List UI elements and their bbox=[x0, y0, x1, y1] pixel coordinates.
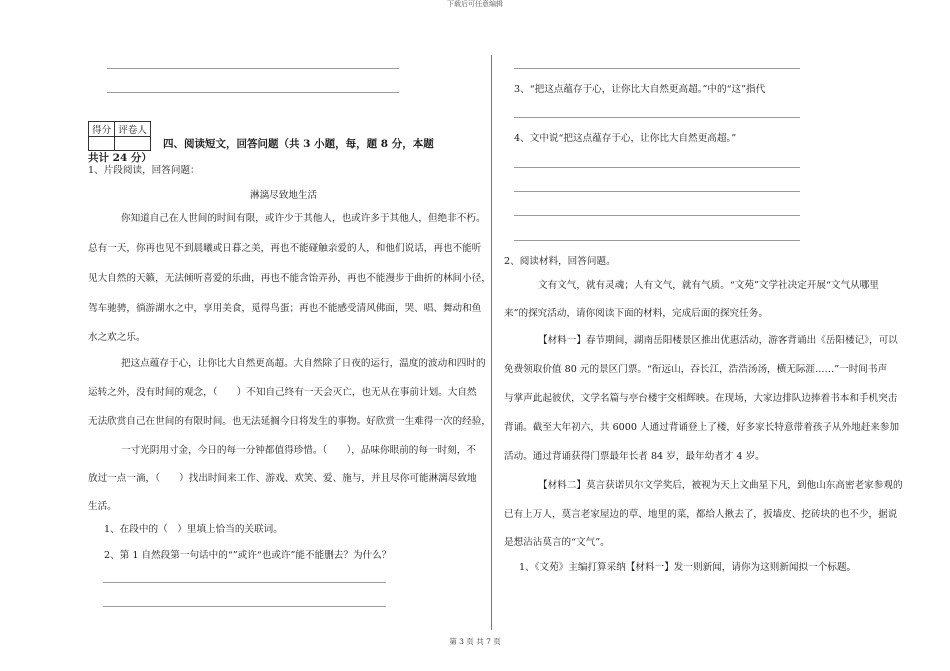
answer-line bbox=[514, 117, 800, 118]
passage-line: 一寸光阴用寸金，今日的每一分钟都值得珍惜。（ ），品味你眼前的每一时刻，不 bbox=[121, 445, 476, 456]
question-4: 4、文中说“把这点蕴存于心，让你比大自然更高超。” bbox=[514, 133, 737, 144]
score-cell[interactable] bbox=[89, 137, 115, 151]
section-title: 四、阅读短文，回答问题（共 3 小题，每，题 8 分，本题 bbox=[163, 138, 434, 150]
passage-line: 放过一点一滴，（ ）找出时间来工作、游戏、欢笑、爱、施与，并且尽你可能淋漓尽致地 bbox=[88, 473, 477, 484]
material-line: 文有文气，就有灵魂；人有文气，就有气质。“文苑”文学社决定开展“文气从哪里 bbox=[538, 280, 879, 291]
passage-line: 把这点蕴存于心，让你比大自然更高超。大自然除了日夜的运行，温度的波动和四时的 bbox=[121, 358, 486, 369]
material-line: 活动。通过背诵获得门票最年长者 84 岁，最年幼者才 4 岁。 bbox=[504, 451, 765, 462]
material-line: 【材料二】莫言获诺贝尔文学奖后，被视为天上文曲星下凡，到他山东高密老家参观的 bbox=[538, 480, 903, 491]
material-line: 已有上万人，莫言老家屋边的草、地里的菜，都给人揪去了，扳墙皮、挖砖块的也不少，据说 bbox=[504, 509, 898, 520]
passage-line: 总有一天，你再也见不到晨曦或日暮之美，再也不能碰触亲爱的人，和他们说话，再也不能听 bbox=[88, 243, 482, 254]
score-label: 得分 bbox=[89, 122, 115, 137]
question-3: 3、“把这点蕴存于心，让你比大自然更高超。”中的“这”指代 bbox=[514, 84, 766, 95]
score-table bbox=[88, 121, 151, 151]
answer-line bbox=[107, 92, 399, 93]
grader-label: 评卷人 bbox=[115, 122, 151, 137]
question-2-intro: 2、阅读材料，回答问题。 bbox=[504, 256, 616, 267]
answer-line bbox=[514, 215, 800, 216]
material-line: 与掌声此起彼伏，文学名篇与亭台楼宇交相辉映。在现场，大家边排队边捧着书本和手机突击 bbox=[504, 393, 898, 404]
material-line: 是想沾沾莫言的“文气”。 bbox=[504, 537, 610, 548]
passage-title: 淋漓尽致地生活 bbox=[250, 190, 318, 201]
answer-line bbox=[107, 68, 399, 69]
grader-cell[interactable] bbox=[115, 137, 151, 151]
task-1: 1、《文苑》主编打算采纳【材料一】发一则新闻，请你为这则新闻拟一个标题。 bbox=[519, 562, 857, 573]
answer-line bbox=[514, 167, 800, 168]
answer-line bbox=[514, 68, 800, 69]
answer-line bbox=[514, 240, 800, 241]
page-footer: 第 3 页 共 7 页 bbox=[449, 637, 501, 646]
question-1-intro: 1、片段阅读，回答问题： bbox=[88, 165, 200, 176]
material-line: 背诵。截至大年初六，共 6000 人通过背诵登上了楼，好多家长特意带着孩子从外地赶来参加 bbox=[504, 422, 900, 433]
passage-line: 水之欢之乐。 bbox=[88, 332, 146, 343]
section-title-continued: 共计 24 分） bbox=[88, 152, 152, 164]
material-line: 【材料一】春节期间，湖南岳阳楼景区推出优惠活动，游客背诵出《岳阳楼记》，可以 bbox=[538, 335, 898, 346]
passage-line: 运转之外，没有时间的观念，（ ）不知自己终有一天会灭亡，也无从在事前计划。大自然 bbox=[88, 387, 477, 398]
passage-line: 驾车驰骋，徜游湖水之中，享用美食，觅得鸟蛋；再也不能感受清风佛面，哭、唱、舞动和鱼 bbox=[88, 303, 482, 314]
question-1-2: 2、第 1 自然段第一句话中的“”或许“也或许”能不能删去？为什么？ bbox=[104, 550, 392, 561]
question-1-1: 1、在段中的（ ）里填上恰当的关联词。 bbox=[104, 524, 283, 535]
material-line: 来”的探究活动，请你阅读下面的材料，完成后面的探究任务。 bbox=[504, 308, 768, 319]
passage-line: 无法欣赏自己在世间的有限时间。也无法延搁今日将发生的事物。好欣赏一生难得一次的经验， bbox=[88, 416, 491, 427]
column-divider bbox=[491, 55, 492, 630]
answer-line bbox=[103, 606, 386, 607]
passage-line: 你知道自己在人世间的时间有限，或许少于其他人，也或许多于其他人，但绝非不朽。 bbox=[121, 213, 486, 224]
passage-line: 见大自然的天籁，无法倾听喜爱的乐曲，再也不能含饴弄孙，再也不能漫步于曲折的林间小径， bbox=[88, 273, 491, 284]
material-line: 免费领取价值 80 元的景区门票。“衔远山，吞长江，浩浩汤汤，横无际涯……”一时间书声 bbox=[504, 364, 888, 375]
passage-line: 生活。 bbox=[88, 501, 117, 512]
answer-line bbox=[103, 582, 386, 583]
page-header: 下载后可任意编辑 bbox=[447, 0, 503, 8]
answer-line bbox=[514, 191, 800, 192]
